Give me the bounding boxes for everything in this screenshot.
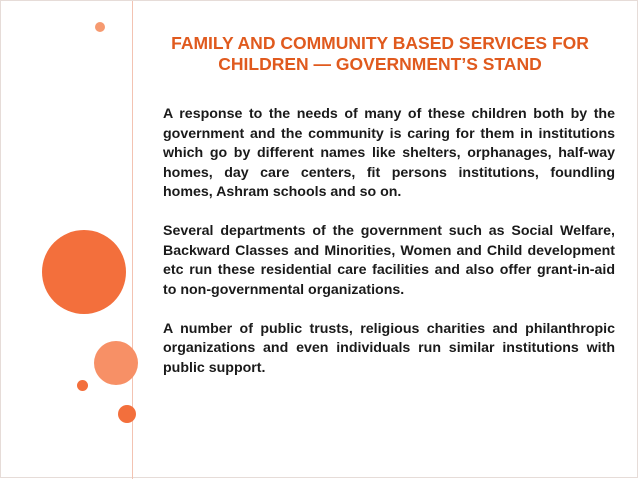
body-paragraph-3: A number of public trusts, religious charities and philanthropic organizations and even individuals run similar institutions with public support. (163, 320, 615, 376)
slide-title-line-2: CHILDREN — GOVERNMENT’S STAND (218, 54, 542, 74)
body-paragraph-2: Several departments of the government such as Social Welfare, Backward Classes and Minorities, Women and Child development etc run these residential care facilities and also offer grant-in-aid to non-governmental organizations. (163, 223, 615, 298)
decorative-circle-large (42, 230, 126, 314)
decorative-circle-small-bottom (118, 405, 136, 423)
decorative-circle-medium (94, 341, 138, 385)
decorative-circle-small-top (95, 22, 105, 32)
slide-title (141, 33, 619, 75)
body-paragraph-1: A response to the needs of many of these children both by the government and the community is caring for them in institutions which go by different names like shelters, orphanages, half-way homes, day care centers, fit persons institutions, foundling homes, Ashram schools and so on. (163, 106, 615, 200)
decorative-circle-tiny (77, 380, 88, 391)
slide-body (163, 105, 615, 398)
slide-title-line-1: FAMILY AND COMMUNITY BASED SERVICES FOR (171, 33, 589, 53)
